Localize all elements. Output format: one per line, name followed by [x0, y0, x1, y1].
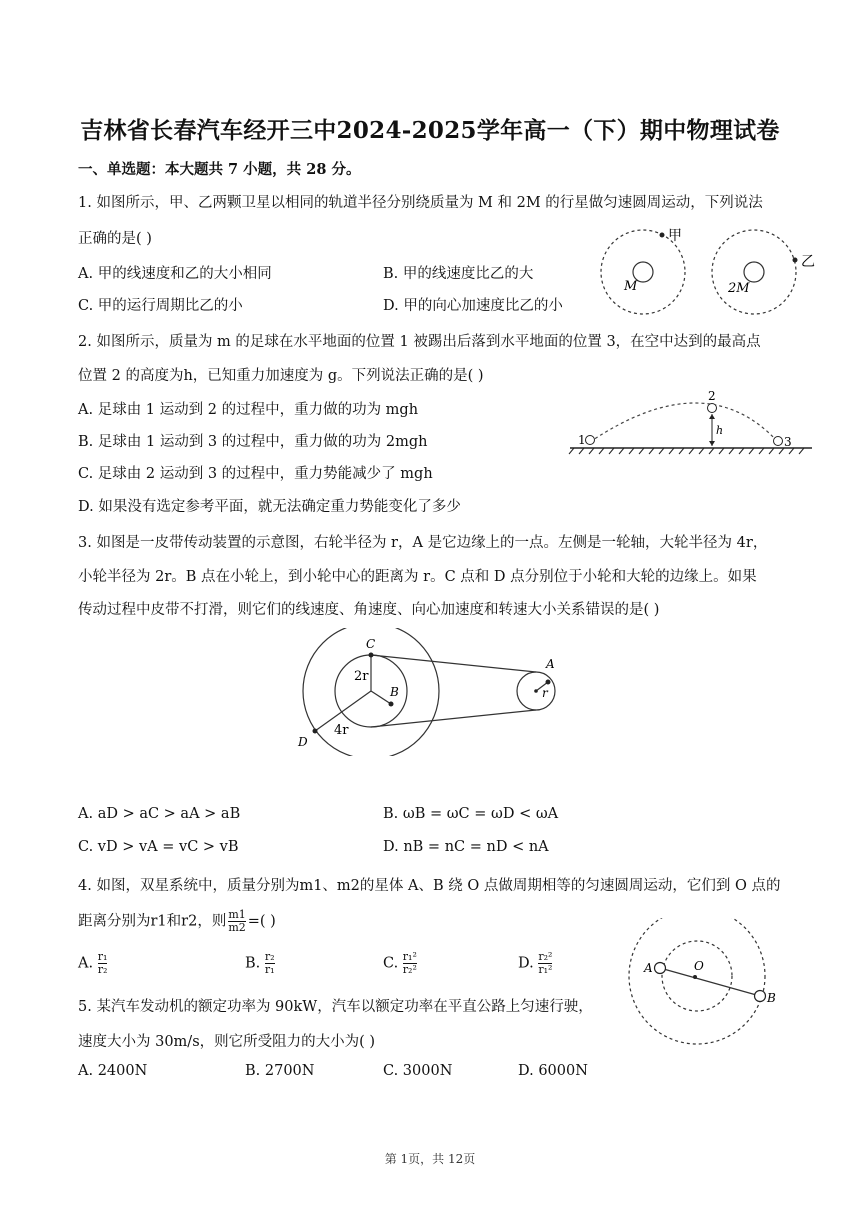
q5-option-b: B. 2700N: [245, 1063, 315, 1079]
q3-option-b: B. ωB = ωC = ωD < ωA: [383, 806, 559, 822]
q4-option-a-frac: $\frac{\text{r₁}}{\text{r₂}}$: [97, 950, 108, 976]
q4-binary-star-figure: [622, 918, 792, 1056]
q1-option-d: D. 甲的向心加速度比乙的小: [383, 298, 563, 314]
q4-label-a: A: [644, 961, 653, 975]
q3-stem-line1: 3. 如图是一皮带传动装置的示意图，右轮半径为 r，A 是它边缘上的一点。左侧是一轮轴，大轮半径为 4r，: [78, 535, 768, 551]
q4-option-c-label: C.: [383, 955, 399, 972]
q4-option-d-label: D.: [518, 955, 534, 972]
q3-stem-line3: 传动过程中皮带不打滑，则它们的线速度、角速度、向心加速度和转速大小关系错误的是( ): [78, 602, 660, 618]
q4-option-a: [78, 951, 107, 976]
q1-label-2m: 2M: [728, 281, 750, 296]
q4-option-b-label: B.: [245, 955, 261, 972]
q2-stem-line2: 位置 2 的高度为h，已知重力加速度为 g。下列说法正确的是( ): [78, 368, 484, 384]
q2-stem-line1: 2. 如图所示，质量为 m 的足球在水平地面的位置 1 被踢出后落到水平地面的位置 3，在空中达到的最高点: [78, 334, 761, 350]
q5-option-d: D. 6000N: [518, 1063, 588, 1079]
section-heading: 一、单选题：本大题共 7 小题，共 28 分。: [78, 161, 361, 178]
q2-label-2: 2: [708, 389, 716, 403]
q1-stem-line1: 1. 如图所示，甲、乙两颗卫星以相同的轨道半径分别绕质量为 M 和 2M 的行星做匀速圆周运动，下列说法: [78, 195, 763, 211]
q4-option-c: [383, 951, 417, 976]
q5-option-a: A. 2400N: [78, 1063, 148, 1079]
q1-option-c: C. 甲的运行周期比乙的小: [78, 298, 243, 314]
q5-stem-line1: 5. 某汽车发动机的额定功率为 90kW，汽车以额定功率在平直公路上匀速行驶，: [78, 999, 593, 1015]
q3-belt-figure: [296, 628, 566, 756]
q1-label-yi: 乙: [801, 254, 815, 270]
page-footer: 第 1页，共 12页: [384, 1152, 476, 1166]
q5-stem-line2: 速度大小为 30m/s，则它所受阻力的大小为( ): [78, 1034, 376, 1050]
q4-option-a-label: A.: [78, 955, 94, 972]
q4-label-o: O: [694, 959, 704, 973]
q4-option-b: [245, 951, 275, 976]
q4-stem-line1: 4. 如图，双星系统中，质量分别为m1、m2的星体 A、B 绕 O 点做周期相等的匀速圆周运动，它们到 O 点的: [78, 878, 781, 894]
q4-stem-line2: [78, 909, 276, 934]
q2-football-figure: [566, 386, 816, 460]
q2-label-1: 1: [578, 433, 586, 447]
q3-label-d: D: [298, 735, 308, 749]
q4-option-d: [518, 951, 552, 976]
page-title: 吉林省长春汽车经开三中2024-2025学年高一（下）期中物理试卷: [80, 117, 780, 144]
q3-label-4r: 4r: [334, 723, 349, 738]
q3-option-d: D. nB = nC = nD < nA: [383, 839, 549, 855]
q1-stem-line2: 正确的是( ): [78, 231, 152, 247]
q3-option-a: A. aD > aC > aA > aB: [78, 806, 241, 822]
q1-label-m: M: [624, 279, 638, 294]
q5-option-c: C. 3000N: [383, 1063, 453, 1079]
q4-option-b-frac: $\frac{\text{r₂}}{\text{r₁}}$: [264, 950, 275, 976]
q3-label-2r: 2r: [354, 669, 369, 684]
q4-option-c-frac: $\frac{\text{r₁²}}{\text{r₂²}}$: [402, 950, 417, 976]
q2-label-h: h: [716, 424, 724, 437]
q2-label-3: 3: [784, 435, 792, 449]
q4-label-b: B: [767, 991, 776, 1005]
q4-stem-line2-pre: 距离分别为r1和r2，则: [78, 913, 227, 930]
q1-label-jia: 甲: [668, 228, 682, 244]
q4-frac-den: m2: [228, 921, 246, 934]
q2-option-a: A. 足球由 1 运动到 2 的过程中，重力做的功为 mgh: [78, 402, 419, 418]
q3-stem-line2: 小轮半径为 2r。B 点在小轮上，到小轮中心的距离为 r。C 点和 D 点分别位于小轮和大轮的边缘上。如果: [78, 569, 757, 585]
q2-option-c: C. 足球由 2 运动到 3 的过程中，重力势能减少了 mgh: [78, 466, 433, 482]
q3-option-c: C. vD > vA = vC > vB: [78, 839, 239, 855]
q1-option-b: B. 甲的线速度比乙的大: [383, 266, 534, 282]
q3-label-b: B: [390, 685, 399, 699]
q1-satellite-figure: [596, 226, 826, 318]
q4-stem-fraction: [228, 909, 245, 934]
q4-stem-line2-post: =( ): [247, 913, 276, 930]
q3-label-a: A: [546, 657, 555, 671]
q2-option-b: B. 足球由 1 运动到 3 的过程中，重力做的功为 2mgh: [78, 434, 428, 450]
q4-option-d-frac: $\frac{\text{r₂²}}{\text{r₁²}}$: [538, 950, 553, 976]
q3-label-r: r: [542, 686, 548, 700]
q4-frac-num: m1: [228, 908, 246, 921]
q2-option-d: D. 如果没有选定参考平面，就无法确定重力势能变化了多少: [78, 499, 461, 515]
q3-label-c: C: [366, 637, 376, 651]
q1-option-a: A. 甲的线速度和乙的大小相同: [78, 266, 272, 282]
